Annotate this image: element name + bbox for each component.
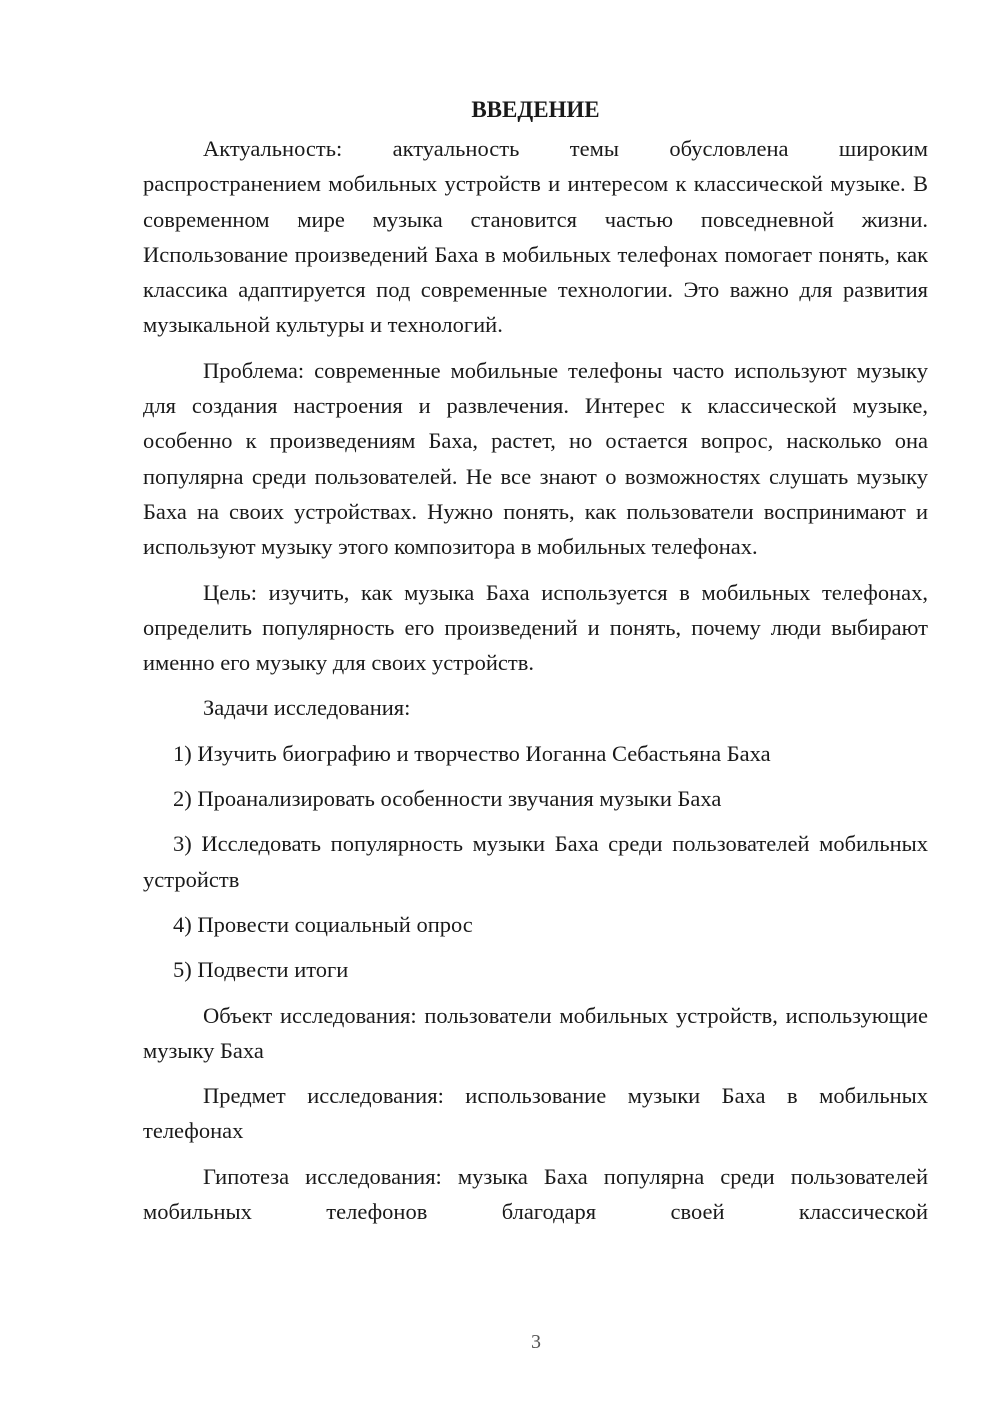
document-page [143, 92, 928, 1239]
tasks-title: Задачи исследования: [203, 695, 411, 721]
paragraph-problem: Проблема: современные мобильные телефоны часто используют музыку для создания настроения и развлечения. Интерес к классической музыке, особенно к произведениям Баха, растет, но остается вопрос, насколько она популярна среди пользователей. Не все знают о возможностях слушать музыку Баха на своих устройствах. Нужно понять, как пользователи воспринимают и используют музыку этого композитора в мобильных телефонах. [143, 357, 928, 560]
paragraph-hypothesis: Гипотеза исследования: музыка Баха популярна среди пользователей мобильных телефонов благодаря своей классической [143, 1163, 928, 1225]
paragraph-subject: Предмет исследования: использование музыки Баха в мобильных телефонах [143, 1083, 928, 1144]
task-item-5: 5) Подвести итоги [173, 957, 349, 983]
task-item-4: 4) Провести социальный опрос [173, 911, 473, 937]
paragraph-goal: Цель: изучить, как музыка Баха используется в мобильных телефонах, определить популярность его произведений и понять, почему люди выбирают именно его музыку для своих устройств. [143, 579, 928, 676]
paragraph-relevance: Актуальность: актуальность темы обусловлена широким распространением мобильных устройств и интересом к классической музыке. В современном мире музыка становится частью повседневной жизни. Использование произведений Баха в мобильных телефонах помогает понять, как классика адаптируется под современные технологии. Это важно для развития музыкальной культуры и технологий. [143, 136, 928, 338]
task-item-3: 3) Исследовать популярность музыки Баха среди пользователей мобильных устройств [143, 831, 928, 892]
section-heading: ВВЕДЕНИЕ [471, 97, 600, 122]
paragraph-object: Объект исследования: пользователи мобильных устройств, использующие музыку Баха [143, 1002, 928, 1063]
task-item-2: 2) Проанализировать особенности звучания музыки Баха [173, 786, 722, 812]
task-item-1: 1) Изучить биографию и творчество Иоганна Себастьяна Баха [173, 740, 771, 766]
page-number: 3 [531, 1331, 541, 1353]
